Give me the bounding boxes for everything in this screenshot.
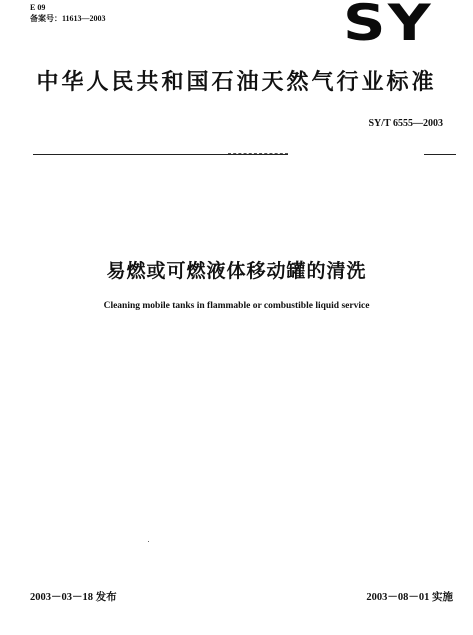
issuer-title: 中华人民共和国石油天然气行业标准	[36, 70, 437, 95]
implementation-date: 2003－08－01 实施	[366, 592, 453, 603]
document-title-english: Cleaning mobile tanks in flammable or combustible liquid service	[103, 301, 370, 311]
header-divider-left	[33, 154, 288, 155]
document-title: 易燃或可燃液体移动罐的清洗	[106, 260, 367, 282]
header-divider-right	[424, 154, 456, 155]
scan-speck	[148, 541, 149, 542]
record-number: 备案号：11613—2003	[30, 14, 106, 23]
issue-date: 2003－03－18 发布	[30, 592, 117, 603]
sy-logo: SY	[343, 0, 433, 52]
classification-code: E 09	[30, 3, 46, 12]
standard-number: SY/T 6555—2003	[368, 118, 443, 129]
